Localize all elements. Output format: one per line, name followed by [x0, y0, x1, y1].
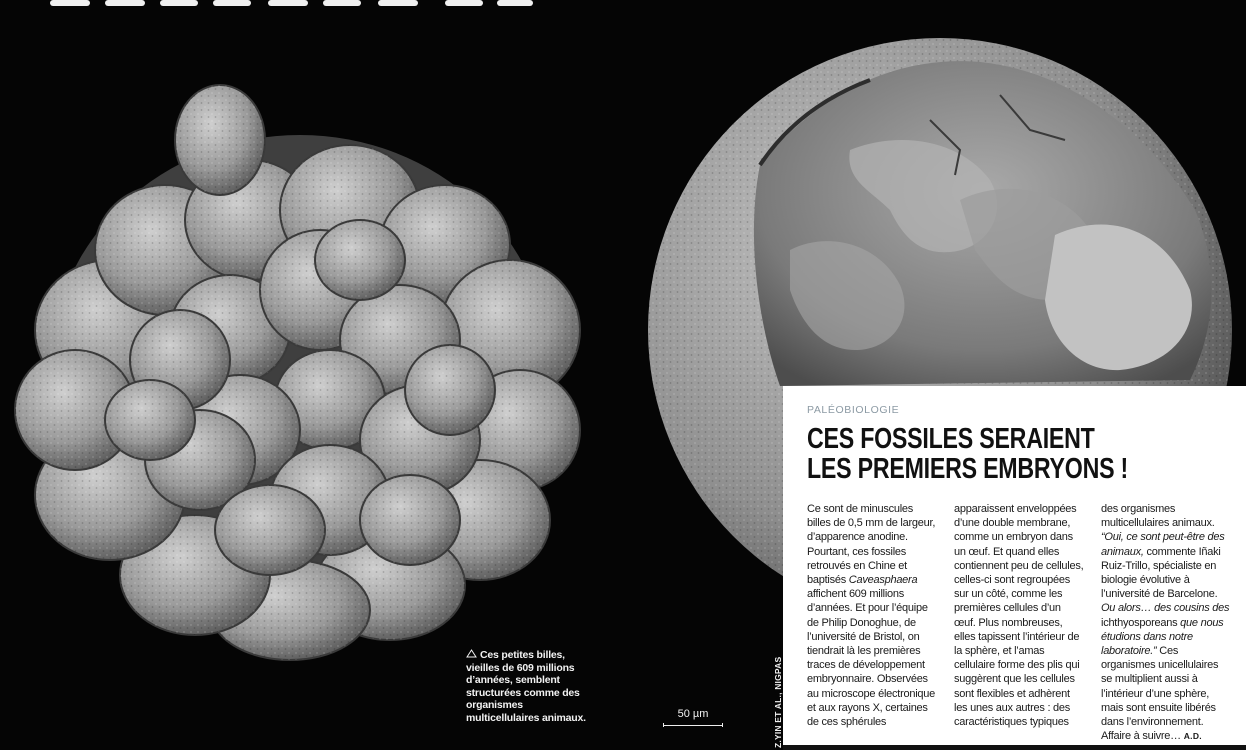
article-column-3	[1101, 502, 1232, 743]
triangle-outline-icon	[466, 649, 477, 662]
scale-bar	[663, 708, 723, 727]
article-body	[807, 502, 1232, 743]
scale-label: 50 µm	[677, 708, 709, 720]
col3-quote-a: “Oui, ce sont peut-être des animaux,	[1101, 531, 1225, 558]
bottom-rule	[783, 745, 1246, 750]
photo-credit: Z.YIN ET AL., NIGPAS	[773, 656, 783, 748]
article-column-1	[807, 502, 938, 743]
col1-text-b: affichent 609 millions d’années. Et pour l’équipe de Philip Donoghue, de l’université de Bristol, on tiendrait là les premières traces de développement embryonnaire. Observées au microscope électronique et aux rayons X, certaines de ces sphérules	[807, 588, 936, 729]
fossil-cluster-image	[15, 85, 580, 660]
col3-quote-b: Ou alors… des cousins des	[1101, 602, 1230, 615]
col3-text-a: des organismes multicellulaires animaux.	[1101, 503, 1215, 530]
article-column-2	[954, 502, 1085, 743]
photo-caption-text: Ces petites billes, vieilles de 609 millions d’années, semblent structurées comme des organismes multicellulaires animaux.	[466, 649, 586, 724]
col2-text: apparaissent enveloppées d’une double membrane, comme un embryon dans un œuf. Et quand elles contiennent peu de cellules, celles-ci sont regroupées sur un côté, comme les premières cellules d’un œuf. Plus nombreuses, elles tapissent l’intérieur de la sphère, et l’amas cellulaire forme des plis qui suggèrent que les cellules sont flexibles et adhèrent les unes aux autres : des caractéristiques typiques	[954, 503, 1084, 729]
article-panel	[783, 386, 1246, 750]
cropped-headline-fragment	[50, 0, 533, 6]
col3-text-c: ichthyosporeans	[1101, 616, 1181, 629]
article-headline	[807, 424, 1223, 484]
col3-quote-c: que nous étudions dans notre laboratoire.”	[1101, 616, 1224, 658]
col1-species-name: Caveasphaera	[848, 574, 918, 587]
col3-text-b: commente Iñaki Ruiz-Trillo, spécialiste en biologie évolutive à l’université de Barcelone.	[1101, 545, 1221, 601]
headline-line-1: CES FOSSILES SERAIENT	[807, 423, 1095, 455]
article-rubric: PALÉOBIOLOGIE	[807, 404, 900, 416]
author-signature: A.D.	[1183, 731, 1202, 742]
scale-bar-line	[663, 723, 723, 727]
photo-caption	[466, 649, 586, 725]
col1-text-a: Ce sont de minuscules billes de 0,5 mm de largeur, d’apparence anodine. Pourtant, ces fossiles retrouvés en Chine et baptisés	[807, 503, 936, 587]
col3-text-d: Ces organismes unicellulaires se multiplient aussi à l’intérieur d’une sphère, mais sont ensuite libérés dans l’environnement. Affaire à suivre…	[1101, 645, 1219, 743]
headline-line-2: LES PREMIERS EMBRYONS !	[807, 453, 1129, 485]
